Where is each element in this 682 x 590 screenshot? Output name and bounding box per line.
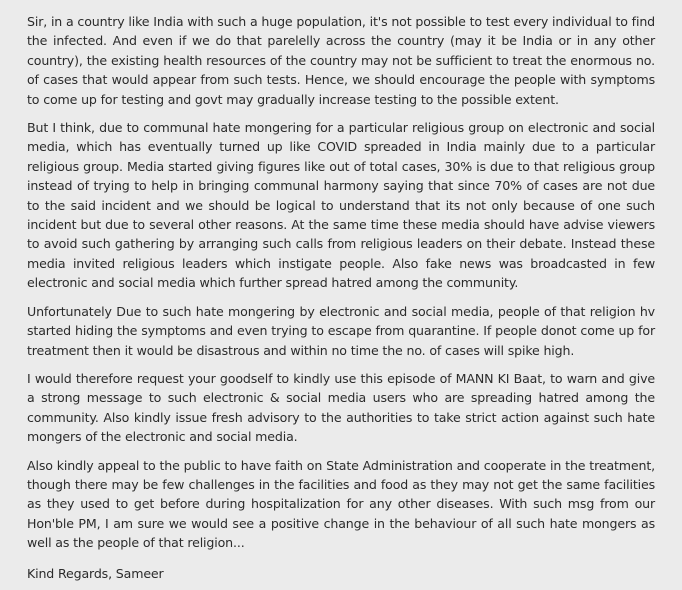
paragraph-consequences: Unfortunately Due to such hate mongering by electronic and social media, people of that religion hv started hiding the symptoms and even trying to escape from quarantine. If people donot come up for treatment then it would be disastrous and within no time the no. of cases will spike high. — [27, 303, 655, 358]
signoff: Kind Regards, Sameer — [27, 565, 164, 581]
paragraph-testing: Sir, in a country like India with such a huge population, it's not possible to test every individual to find the infected. And even if we do that parelelly across the country (may it be India or in any other country), the existing health resources of the country may not be sufficient to treat the enormous no. of cases that would appear from such tests. Hence, we should encourage the people with symptoms to come up for testing and govt may gradually increase testing to the possible extent. — [27, 14, 655, 107]
paragraph-media-hate: But I think, due to communal hate mongering for a particular religious group on electronic and social media, which has eventually turned up like COVID spreaded in India mainly due to a particular religious group. Media started giving figures like out of total cases, 30% is due to that religious group instead of trying to help in bringing communal harmony saying that since 70% of cases are not due to the said incident and we should be logical to understand that its not only because of one such incident but due to several other reasons. At the same time these media should have advise viewers to avoid such gathering by arranging such calls from religious leaders on their debate. Instead these media invited religious leaders which instigate people. Also fake news was broadcasted in few electronic and social media which further spread hatred among the community. — [27, 120, 655, 291]
paragraph-appeal: Also kindly appeal to the public to have faith on State Administration and cooperate in the treatment, though there may be few challenges in the facilities and food as they may not get the same facilities as they used to get before during hospitalization for any other diseases. With such msg from our Hon'ble PM, I am sure we would see a positive change in the behaviour of all such hate mongers as well as the people of that religion... — [27, 457, 655, 551]
paragraph-request: I would therefore request your goodself to kindly use this episode of MANN KI Baat, to warn and give a strong message to such electronic & social media users who are spreading hatred among the community. Also kindly issue fresh advisory to the authorities to take strict action against such hate mongers of the electronic and social media. — [27, 370, 655, 445]
